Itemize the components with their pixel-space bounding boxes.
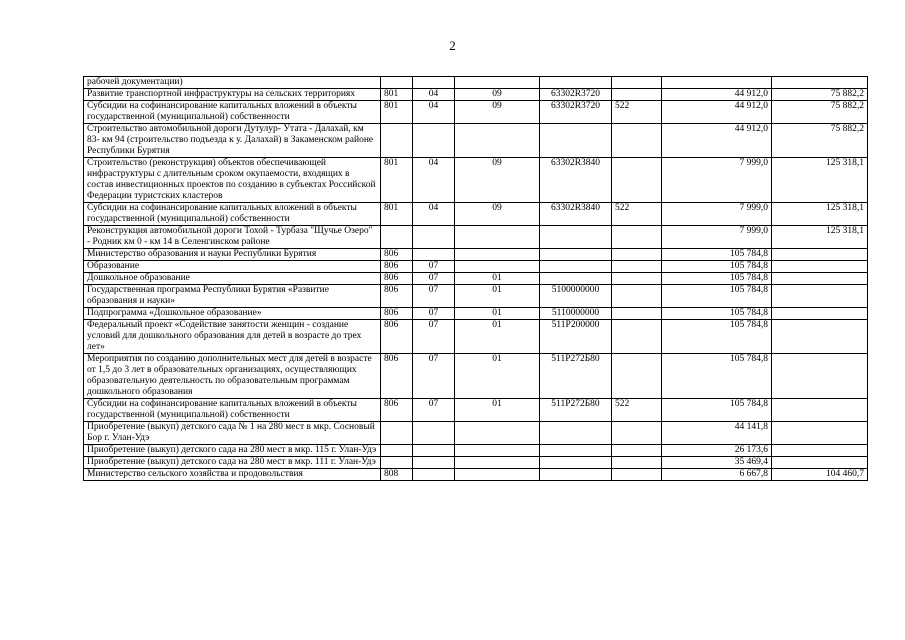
cell-amount-2 (772, 399, 868, 422)
cell-amount-2: 75 882,2 (772, 89, 868, 101)
cell-target-article (540, 77, 612, 89)
cell-expense-type (612, 273, 662, 285)
cell-target-article (540, 469, 612, 481)
cell-ministry-code (381, 77, 413, 89)
cell-subsection (455, 469, 540, 481)
cell-amount-2 (772, 445, 868, 457)
cell-amount-2: 104 460,7 (772, 469, 868, 481)
cell-amount-2 (772, 422, 868, 445)
cell-section: 07 (413, 320, 455, 354)
cell-expense-type (612, 285, 662, 308)
page-number: 2 (449, 38, 456, 53)
cell-subsection: 09 (455, 203, 540, 226)
cell-expense-type: 522 (612, 203, 662, 226)
budget-table (83, 76, 868, 481)
table-row (84, 354, 868, 399)
table-row (84, 89, 868, 101)
table-row (84, 308, 868, 320)
cell-section (413, 422, 455, 445)
cell-subsection: 09 (455, 101, 540, 124)
cell-amount-1: 105 784,8 (662, 249, 772, 261)
cell-section: 07 (413, 261, 455, 273)
cell-amount-2 (772, 457, 868, 469)
cell-amount-2: 75 882,2 (772, 124, 868, 158)
cell-amount-2 (772, 249, 868, 261)
cell-ministry-code (381, 422, 413, 445)
cell-amount-2 (772, 354, 868, 399)
table-row (84, 261, 868, 273)
cell-amount-1: 7 999,0 (662, 203, 772, 226)
cell-section: 04 (413, 158, 455, 203)
cell-ministry-code: 806 (381, 285, 413, 308)
cell-ministry-code: 806 (381, 249, 413, 261)
cell-target-article (540, 261, 612, 273)
cell-amount-1: 44 912,0 (662, 89, 772, 101)
cell-amount-1: 44 912,0 (662, 124, 772, 158)
table-row (84, 399, 868, 422)
budget-table-body (84, 77, 868, 481)
cell-subsection (455, 445, 540, 457)
cell-amount-1: 7 999,0 (662, 226, 772, 249)
cell-ministry-code: 806 (381, 354, 413, 399)
cell-section: 07 (413, 354, 455, 399)
cell-subsection (455, 261, 540, 273)
cell-ministry-code: 801 (381, 89, 413, 101)
cell-ministry-code: 806 (381, 399, 413, 422)
cell-expense-type: 522 (612, 399, 662, 422)
cell-section: 04 (413, 101, 455, 124)
cell-amount-2: 125 318,1 (772, 226, 868, 249)
cell-amount-1: 35 469,4 (662, 457, 772, 469)
cell-section: 04 (413, 203, 455, 226)
cell-expense-type (612, 89, 662, 101)
cell-target-article: 63302R3840 (540, 158, 612, 203)
cell-section: 07 (413, 285, 455, 308)
cell-section (413, 445, 455, 457)
cell-ministry-code (381, 124, 413, 158)
cell-amount-1: 105 784,8 (662, 354, 772, 399)
cell-name: Образование (84, 261, 381, 273)
cell-expense-type (612, 457, 662, 469)
cell-ministry-code: 806 (381, 261, 413, 273)
table-row (84, 158, 868, 203)
cell-target-article: 5100000000 (540, 285, 612, 308)
cell-name: Государственная программа Республики Бурятия «Развитие образования и науки» (84, 285, 381, 308)
cell-subsection: 01 (455, 273, 540, 285)
cell-expense-type (612, 77, 662, 89)
cell-name: Мероприятия по созданию дополнительных мест для детей в возрасте от 1,5 до 3 лет в образовательных организациях, осуществляющих образовательную деятельность по образовательным программам дошкольного образования (84, 354, 381, 399)
cell-amount-1: 26 173,6 (662, 445, 772, 457)
table-row (84, 445, 868, 457)
cell-amount-1: 105 784,8 (662, 273, 772, 285)
cell-amount-1: 7 999,0 (662, 158, 772, 203)
cell-expense-type (612, 354, 662, 399)
cell-expense-type (612, 226, 662, 249)
cell-amount-1: 105 784,8 (662, 261, 772, 273)
cell-name: Субсидии на софинансирование капитальных вложений в объекты государственной (муниципальной) собственности (84, 203, 381, 226)
cell-subsection: 09 (455, 158, 540, 203)
cell-name: Министерство сельского хозяйства и продовольствия (84, 469, 381, 481)
cell-section (413, 77, 455, 89)
cell-amount-1 (662, 77, 772, 89)
cell-target-article (540, 249, 612, 261)
cell-expense-type (612, 308, 662, 320)
cell-subsection: 01 (455, 308, 540, 320)
table-row (84, 320, 868, 354)
cell-name: Министерство образования и науки Республики Бурятия (84, 249, 381, 261)
cell-amount-2: 75 882,2 (772, 101, 868, 124)
cell-subsection (455, 124, 540, 158)
cell-subsection (455, 422, 540, 445)
cell-target-article: 63302R3840 (540, 203, 612, 226)
cell-amount-2 (772, 77, 868, 89)
cell-name: Приобретение (выкуп) детского сада № 1 на 280 мест в мкр. Сосновый Бор г. Улан-Удэ (84, 422, 381, 445)
cell-amount-2 (772, 261, 868, 273)
cell-target-article: 511P200000 (540, 320, 612, 354)
cell-target-article (540, 273, 612, 285)
cell-name: Приобретение (выкуп) детского сада на 280 мест в мкр. 111 г. Улан-Удэ (84, 457, 381, 469)
cell-expense-type: 522 (612, 101, 662, 124)
cell-amount-2: 125 318,1 (772, 203, 868, 226)
cell-target-article (540, 226, 612, 249)
cell-name: Федеральный проект «Содействие занятости женщин - создание условий для дошкольного образования для детей в возрасте до трех лет» (84, 320, 381, 354)
cell-subsection (455, 77, 540, 89)
cell-expense-type (612, 261, 662, 273)
cell-name: Приобретение (выкуп) детского сада на 280 мест в мкр. 115 г. Улан-Удэ (84, 445, 381, 457)
cell-target-article: 5110000000 (540, 308, 612, 320)
table-row (84, 273, 868, 285)
cell-subsection (455, 226, 540, 249)
cell-name: рабочей документации) (84, 77, 381, 89)
cell-expense-type (612, 124, 662, 158)
cell-expense-type (612, 469, 662, 481)
cell-name: Дошкольное образование (84, 273, 381, 285)
cell-target-article (540, 457, 612, 469)
cell-ministry-code: 801 (381, 203, 413, 226)
cell-amount-1: 105 784,8 (662, 399, 772, 422)
cell-ministry-code: 806 (381, 308, 413, 320)
cell-subsection: 01 (455, 399, 540, 422)
table-row (84, 124, 868, 158)
cell-name: Строительство автомобильной дороги Дутулур- Утата - Далахай, км 83- км 94 (строительство подъезда к у. Далахай) в Закаменском районе Республики Бурятия (84, 124, 381, 158)
cell-target-article (540, 422, 612, 445)
cell-amount-1: 105 784,8 (662, 308, 772, 320)
table-row (84, 249, 868, 261)
cell-target-article: 63302R3720 (540, 89, 612, 101)
cell-amount-2 (772, 308, 868, 320)
cell-target-article: 511P272Б80 (540, 354, 612, 399)
cell-section (413, 457, 455, 469)
cell-section (413, 226, 455, 249)
cell-section: 07 (413, 399, 455, 422)
cell-ministry-code: 801 (381, 101, 413, 124)
cell-section (413, 249, 455, 261)
cell-name: Реконструкция автомобильной дороги Тохой - Турбаза "Щучье Озеро" - Родник км 0 - км 14 в Селенгинском районе (84, 226, 381, 249)
cell-section: 07 (413, 273, 455, 285)
table-row (84, 77, 868, 89)
table-row (84, 203, 868, 226)
cell-amount-1: 6 667,8 (662, 469, 772, 481)
table-row (84, 469, 868, 481)
cell-ministry-code (381, 445, 413, 457)
table-row (84, 457, 868, 469)
cell-section: 07 (413, 308, 455, 320)
cell-subsection: 01 (455, 285, 540, 308)
cell-expense-type (612, 320, 662, 354)
table-row (84, 285, 868, 308)
cell-section (413, 124, 455, 158)
table-row (84, 226, 868, 249)
cell-section: 04 (413, 89, 455, 101)
cell-amount-1: 105 784,8 (662, 285, 772, 308)
cell-amount-2 (772, 285, 868, 308)
cell-amount-1: 44 912,0 (662, 101, 772, 124)
cell-ministry-code: 806 (381, 320, 413, 354)
cell-name: Строительство (реконструкция) объектов обеспечивающей инфраструктуры с длительным сроком окупаемости, входящих в состав инвестиционных проектов по созданию в субъектах Российской Федерации туристских кластеров (84, 158, 381, 203)
cell-expense-type (612, 158, 662, 203)
cell-name: Субсидии на софинансирование капитальных вложений в объекты государственной (муниципальной) собственности (84, 101, 381, 124)
cell-amount-1: 44 141,8 (662, 422, 772, 445)
table-row (84, 422, 868, 445)
cell-target-article: 511P272Б80 (540, 399, 612, 422)
cell-name: Подпрограмма «Дошкольное образование» (84, 308, 381, 320)
cell-target-article (540, 124, 612, 158)
cell-ministry-code: 808 (381, 469, 413, 481)
cell-ministry-code (381, 226, 413, 249)
cell-amount-1: 105 784,8 (662, 320, 772, 354)
cell-amount-2 (772, 273, 868, 285)
cell-amount-2 (772, 320, 868, 354)
cell-ministry-code: 806 (381, 273, 413, 285)
cell-name: Развитие транспортной инфраструктуры на сельских территориях (84, 89, 381, 101)
table-row (84, 101, 868, 124)
cell-amount-2: 125 318,1 (772, 158, 868, 203)
cell-expense-type (612, 249, 662, 261)
cell-section (413, 469, 455, 481)
cell-ministry-code: 801 (381, 158, 413, 203)
cell-subsection: 01 (455, 320, 540, 354)
cell-subsection (455, 249, 540, 261)
cell-expense-type (612, 445, 662, 457)
cell-expense-type (612, 422, 662, 445)
cell-subsection: 09 (455, 89, 540, 101)
cell-subsection: 01 (455, 354, 540, 399)
cell-ministry-code (381, 457, 413, 469)
cell-name: Субсидии на софинансирование капитальных вложений в объекты государственной (муниципальной) собственности (84, 399, 381, 422)
cell-subsection (455, 457, 540, 469)
cell-target-article: 63302R3720 (540, 101, 612, 124)
cell-target-article (540, 445, 612, 457)
